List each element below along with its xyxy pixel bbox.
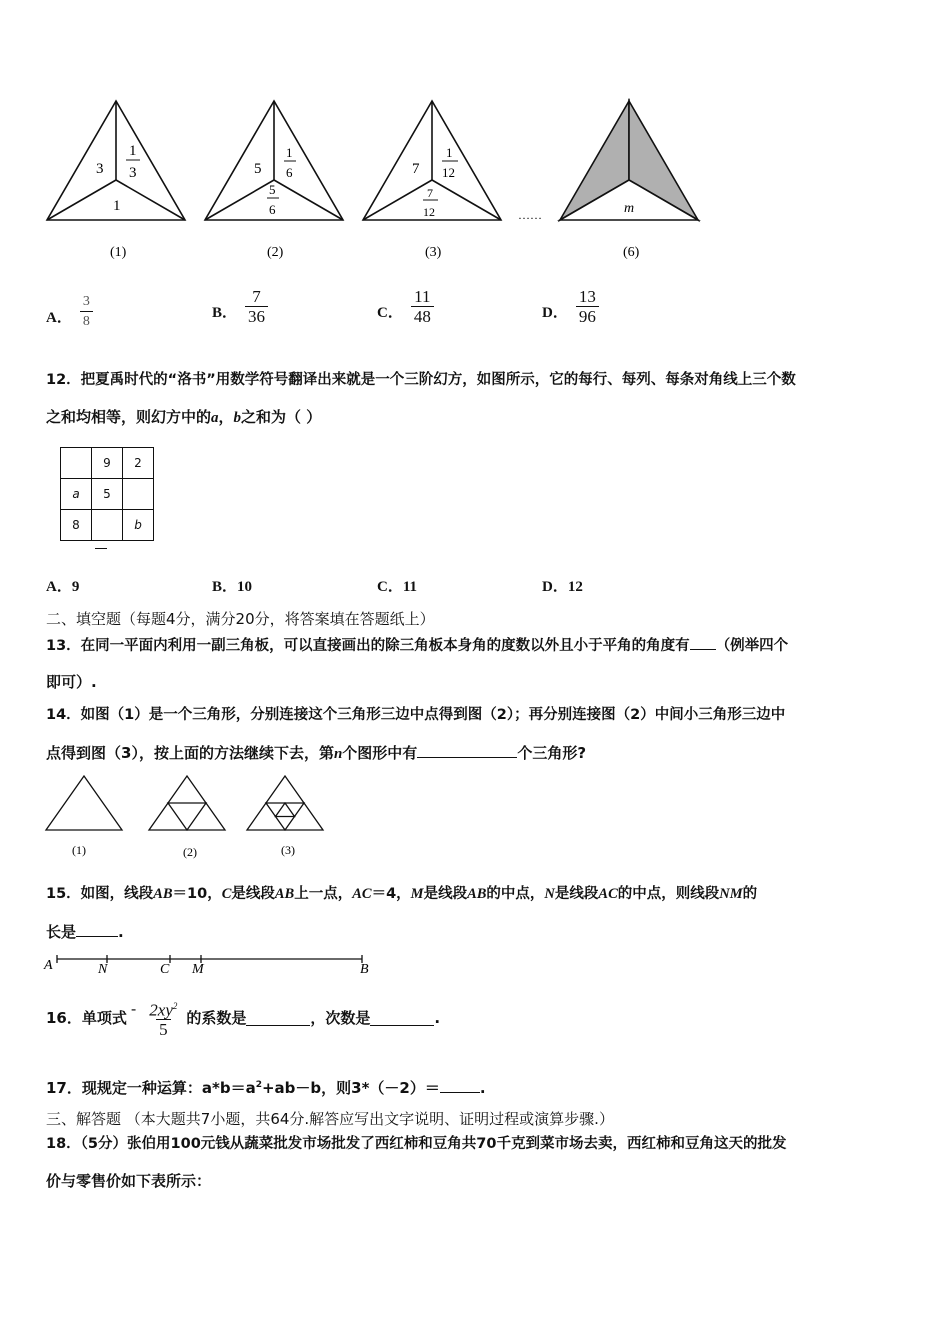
- cell: [92, 510, 123, 541]
- answer-blank[interactable]: [370, 1011, 434, 1026]
- q12-option-a[interactable]: A．9: [46, 579, 80, 595]
- minus-sign: -: [130, 1000, 137, 1018]
- magic-square: [60, 447, 154, 541]
- q15-line1: 15．如图，线段AB＝10，C是线段AB上一点，AC＝4，M是线段AB的中点，N是线段AC的中点，则线段NM的: [46, 886, 758, 902]
- var-b: b: [233, 410, 242, 426]
- tri2-region-c-num: 5: [269, 182, 276, 197]
- q14-line1: 14．如图（1）是一个三角形，分别连接这个三角形三边中点得到图（2）；再分别连接图（2）中间小三角形三边中: [46, 707, 786, 723]
- fig1-caption: (1): [72, 843, 86, 857]
- q12-option-b[interactable]: B．10: [212, 579, 253, 595]
- fig3-inner2: [276, 803, 295, 817]
- answer-blank[interactable]: [76, 922, 118, 937]
- option-den: 96: [576, 306, 599, 326]
- cell: b: [123, 510, 154, 541]
- option-label: C．: [377, 305, 403, 321]
- q11-figures: [40, 95, 720, 270]
- tri6-region-m: m: [624, 201, 635, 216]
- option-label: A．: [46, 310, 72, 326]
- option-den: 48: [411, 306, 434, 326]
- monomial-fraction: $\frac{2xy^2}{5}$: [149, 1000, 178, 1040]
- q17-line: 17．现规定一种运算：$a*b=a^2+ab-b$，则3*（－2）＝ .: [46, 1079, 486, 1097]
- fig2-caption: (2): [183, 845, 197, 859]
- tri1-region-b-num: 1: [129, 143, 137, 159]
- grid-mark: [95, 548, 107, 549]
- tri6-caption: (6): [623, 245, 640, 260]
- q11-option-d[interactable]: [542, 287, 599, 326]
- q15-segment: [40, 950, 380, 980]
- q18-line2: 价与零售价如下表所示：: [46, 1172, 212, 1190]
- option-num: 7: [252, 287, 261, 306]
- answer-blank[interactable]: [417, 743, 517, 758]
- fig1-triangle: [46, 776, 122, 830]
- tri3-region-b-den: 12: [442, 165, 455, 180]
- cell: [61, 448, 92, 479]
- tri3-caption: (3): [425, 245, 442, 260]
- point-n: N: [98, 962, 108, 977]
- tri3-region-b-num: 1: [446, 145, 453, 160]
- cell: 2: [123, 448, 154, 479]
- q11-option-a[interactable]: [46, 292, 93, 331]
- answer-blank[interactable]: [246, 1011, 310, 1026]
- point-c: C: [160, 962, 170, 977]
- q12-line2: 之和均相等，则幻方中的a，b之和为（ ）: [46, 408, 322, 426]
- q13-line1: 13．在同一平面内利用一副三角板，可以直接画出的除三角板本身角的度数以外且小于平角的角度有 （例举四个: [46, 635, 788, 656]
- option-den: 8: [80, 311, 93, 331]
- tri1-caption: (1): [110, 245, 127, 260]
- point-b: B: [360, 962, 369, 977]
- var-n: n: [333, 746, 343, 762]
- answer-blank[interactable]: [690, 635, 716, 650]
- q14-line2: 点得到图（3），按上面的方法继续下去，第n个图形中有 个三角形?: [46, 744, 587, 762]
- q18-line1: 18．（5分）张伯用100元钱从蔬菜批发市场批发了西红柿和豆角共70千克到菜市场去卖，西红柿和豆角这天的批发: [46, 1136, 787, 1152]
- tri3-region-a: 7: [412, 161, 420, 177]
- tri2-region-a: 5: [254, 161, 262, 177]
- point-a: A: [44, 958, 53, 973]
- option-num: 13: [578, 287, 596, 306]
- ellipsis: ……: [518, 208, 542, 222]
- fig2-inner: [168, 803, 206, 830]
- tri1-region-b-den: 3: [129, 165, 137, 181]
- option-den: 36: [245, 306, 268, 326]
- option-num: 11: [414, 287, 431, 306]
- q12-line1: 12．把夏禹时代的“洛书”用数学符号翻译出来就是一个三阶幻方，如图所示，它的每行、每列、每条对角线上三个数: [46, 372, 796, 388]
- point-m: M: [192, 962, 204, 977]
- q11-option-b[interactable]: [212, 287, 268, 326]
- tri2-region-b-num: 1: [286, 145, 293, 160]
- var-a: a: [211, 410, 219, 426]
- q12-option-c[interactable]: C．11: [377, 579, 418, 595]
- q15-line2: 长是 .: [46, 923, 124, 941]
- fig3-caption: (3): [281, 843, 295, 857]
- cell: 8: [61, 510, 92, 541]
- cell: 5: [92, 479, 123, 510]
- tri3-region-c-den: 12: [423, 205, 435, 219]
- tri1-region-c: 1: [113, 198, 121, 214]
- q16-line: 16．单项式 - $\frac{2xy^2}{5}$ 的系数是 ，次数是 .: [46, 993, 440, 1043]
- tri2-region-b-den: 6: [286, 165, 293, 180]
- q12-option-d[interactable]: D．12: [542, 579, 583, 595]
- q14-figures: [40, 772, 340, 864]
- section2-heading: 二、填空题（每题4分，满分20分，将答案填在答题纸上）: [46, 610, 435, 628]
- tri2-region-c-den: 6: [269, 202, 276, 217]
- tri2-caption: (2): [267, 245, 284, 260]
- q11-option-c[interactable]: [377, 287, 434, 326]
- option-label: D．: [542, 305, 568, 321]
- triangle-3: [363, 101, 501, 220]
- section3-heading: 三、解答题 （本大题共7小题，共64分.解答应写出文字说明、证明过程或演算步骤.）: [46, 1110, 614, 1128]
- q13-line2: 即可）.: [46, 673, 97, 691]
- tri3-region-c-num: 7: [427, 186, 433, 200]
- tri1-region-a: 3: [96, 161, 104, 177]
- option-label: B．: [212, 305, 238, 321]
- cell: [123, 479, 154, 510]
- answer-blank[interactable]: [440, 1078, 480, 1093]
- cell: a: [61, 479, 92, 510]
- cell: 9: [92, 448, 123, 479]
- option-num: 3: [82, 294, 90, 309]
